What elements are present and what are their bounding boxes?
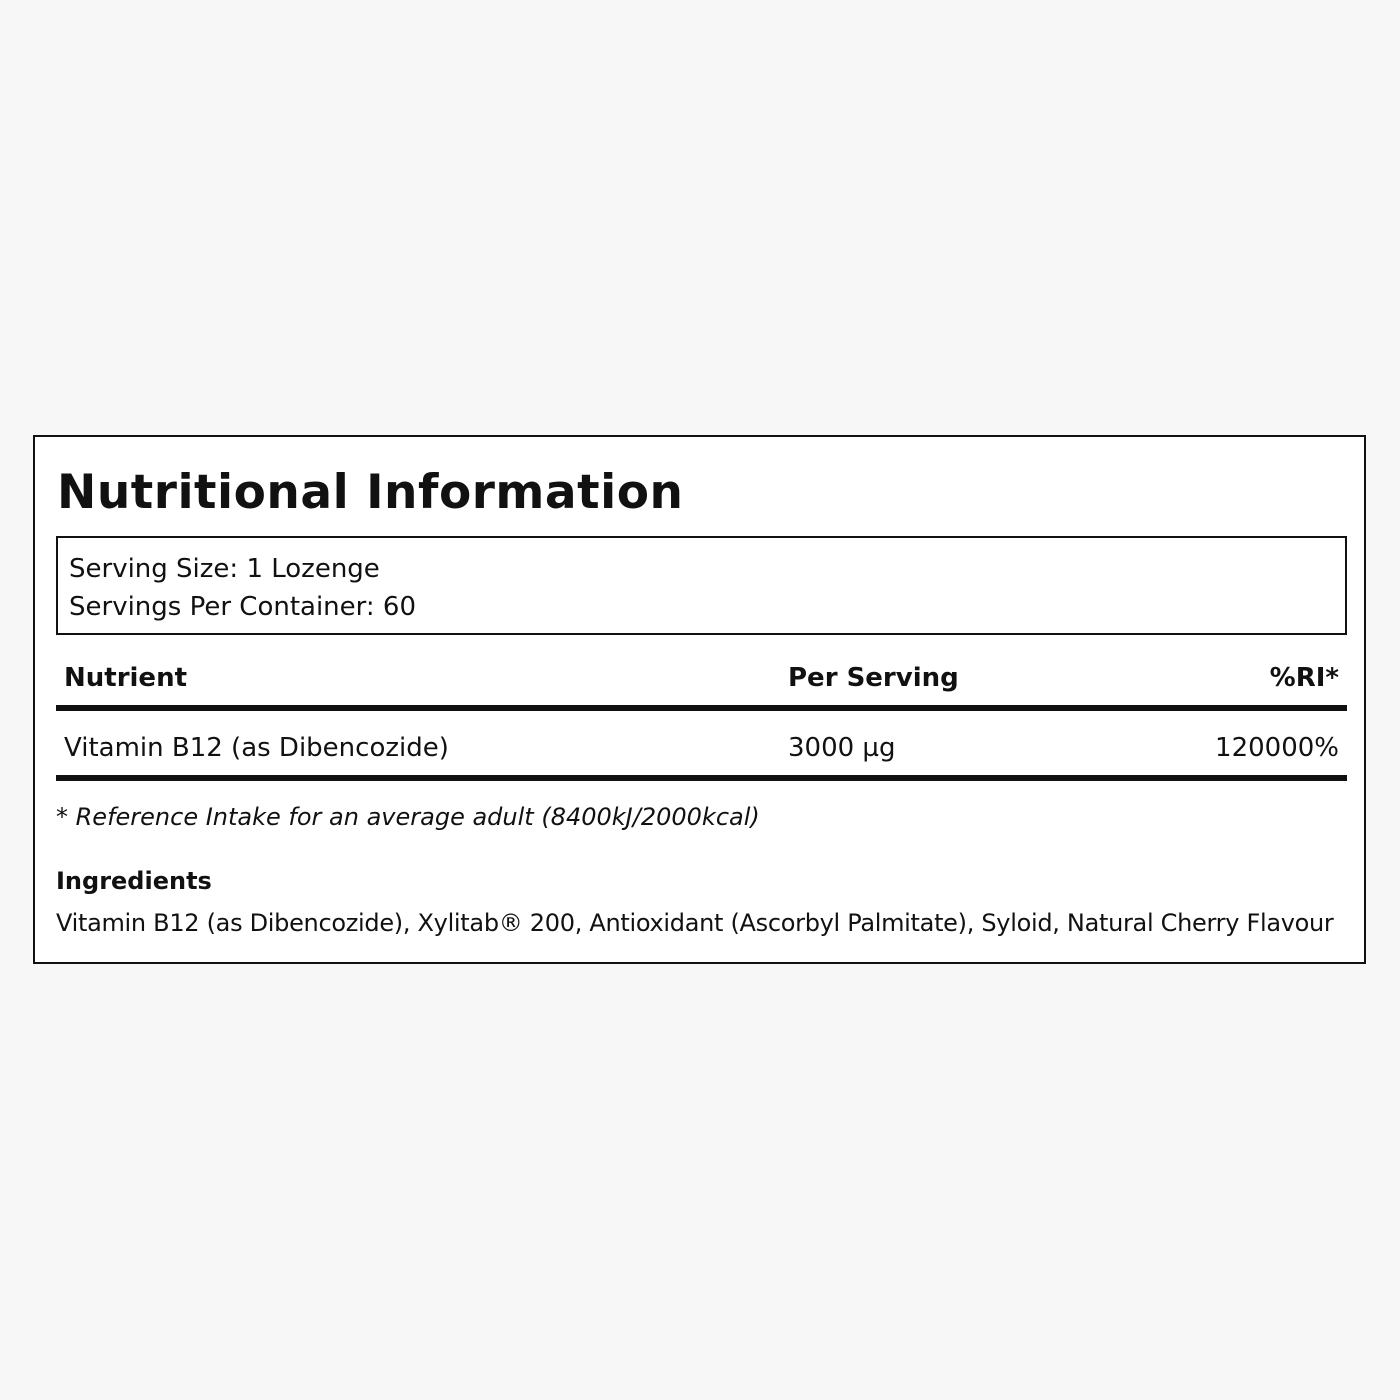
table-header-row	[56, 659, 1347, 711]
nutrient-per-serving: 3000 µg	[788, 733, 896, 763]
header-per-serving: Per Serving	[788, 663, 959, 693]
ingredients-list: Vitamin B12 (as Dibencozide), Xylitab® 200, Antioxidant (Ascorbyl Palmitate), Syloid, Natural Cherry Flavour	[56, 909, 1334, 937]
header-ri: %RI*	[1269, 663, 1339, 693]
nutrition-panel	[33, 435, 1366, 964]
nutrient-ri: 120000%	[1215, 733, 1339, 763]
page-title: Nutritional Information	[57, 465, 684, 520]
header-nutrient: Nutrient	[64, 663, 188, 693]
ingredients-heading: Ingredients	[56, 867, 212, 895]
nutrient-name: Vitamin B12 (as Dibencozide)	[64, 733, 449, 763]
serving-size: Serving Size: 1 Lozenge	[69, 554, 380, 584]
serving-info-box	[56, 536, 1347, 635]
ri-footnote: * Reference Intake for an average adult (8400kJ/2000kcal)	[56, 803, 760, 831]
nutrient-table	[56, 659, 1347, 781]
servings-per-container: Servings Per Container: 60	[69, 592, 417, 622]
table-row	[56, 711, 1347, 781]
